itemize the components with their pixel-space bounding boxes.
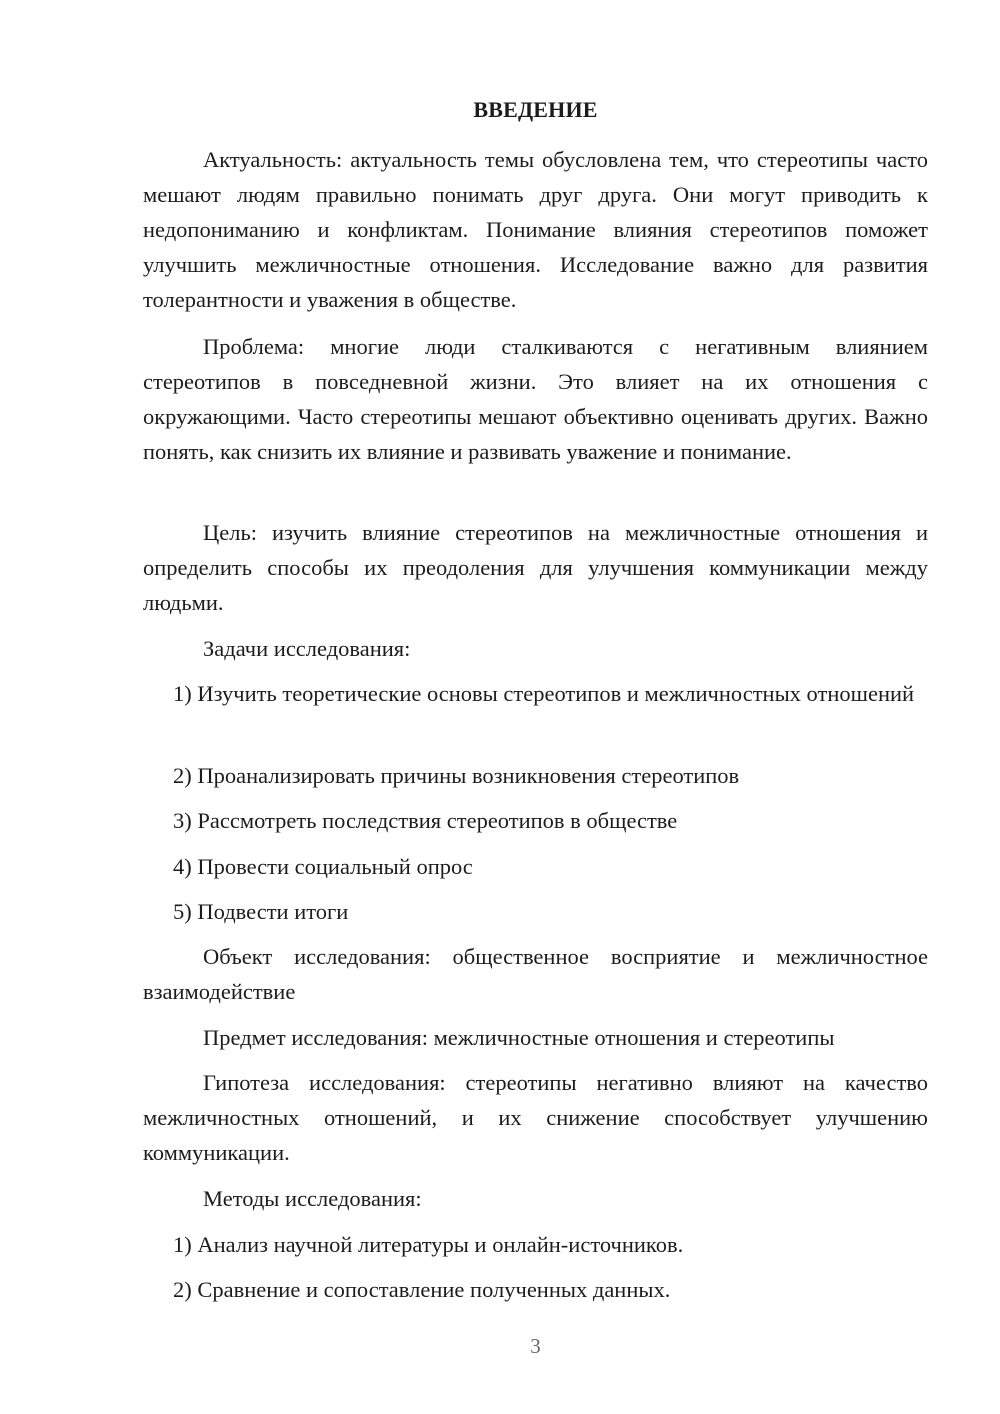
subject-paragraph: Предмет исследования: межличностные отношения и стереотипы — [203, 1025, 835, 1050]
tasks-heading: Задачи исследования: — [203, 636, 411, 661]
methods-heading: Методы исследования: — [203, 1186, 422, 1211]
method-item-1: 1) Анализ научной литературы и онлайн-источников. — [173, 1232, 684, 1257]
document-page — [143, 0, 928, 1414]
task-item-2: 2) Проанализировать причины возникновения стереотипов — [173, 763, 740, 788]
page-title: ВВЕДЕНИЕ — [473, 97, 598, 122]
problem-paragraph: Проблема: многие люди сталкиваются с негативным влиянием стереотипов в повседневной жизни. Это влияет на их отношения с окружающими. Часто стереотипы мешают объективно оценивать других. Важно понять, как снизить их влияние и развивать уважение и понимание. — [143, 334, 928, 464]
goal-paragraph: Цель: изучить влияние стереотипов на межличностные отношения и определить способы их преодоления для улучшения коммуникации между людьми. — [143, 520, 928, 615]
relevance-paragraph: Актуальность: актуальность темы обусловлена тем, что стереотипы часто мешают людям правильно понимать друг друга. Они могут приводить к недопониманию и конфликтам. Понимание влияния стереотипов поможет улучшить межличностные отношения. Исследование важно для развития толерантности и уважения в обществе. — [143, 147, 928, 312]
object-paragraph: Объект исследования: общественное восприятие и межличностное взаимодействие — [143, 944, 928, 1004]
task-item-4: 4) Провести социальный опрос — [173, 854, 473, 879]
task-item-5: 5) Подвести итоги — [173, 899, 349, 924]
task-item-3: 3) Рассмотреть последствия стереотипов в обществе — [173, 808, 678, 833]
method-item-2: 2) Сравнение и сопоставление полученных данных. — [173, 1277, 671, 1302]
hypothesis-paragraph: Гипотеза исследования: стереотипы негативно влияют на качество межличностных отношений, и их снижение способствует улучшению коммуникации. — [143, 1070, 928, 1165]
page-number: 3 — [530, 1334, 541, 1358]
task-item-1: 1) Изучить теоретические основы стереотипов и межличностных отношений — [173, 681, 915, 706]
